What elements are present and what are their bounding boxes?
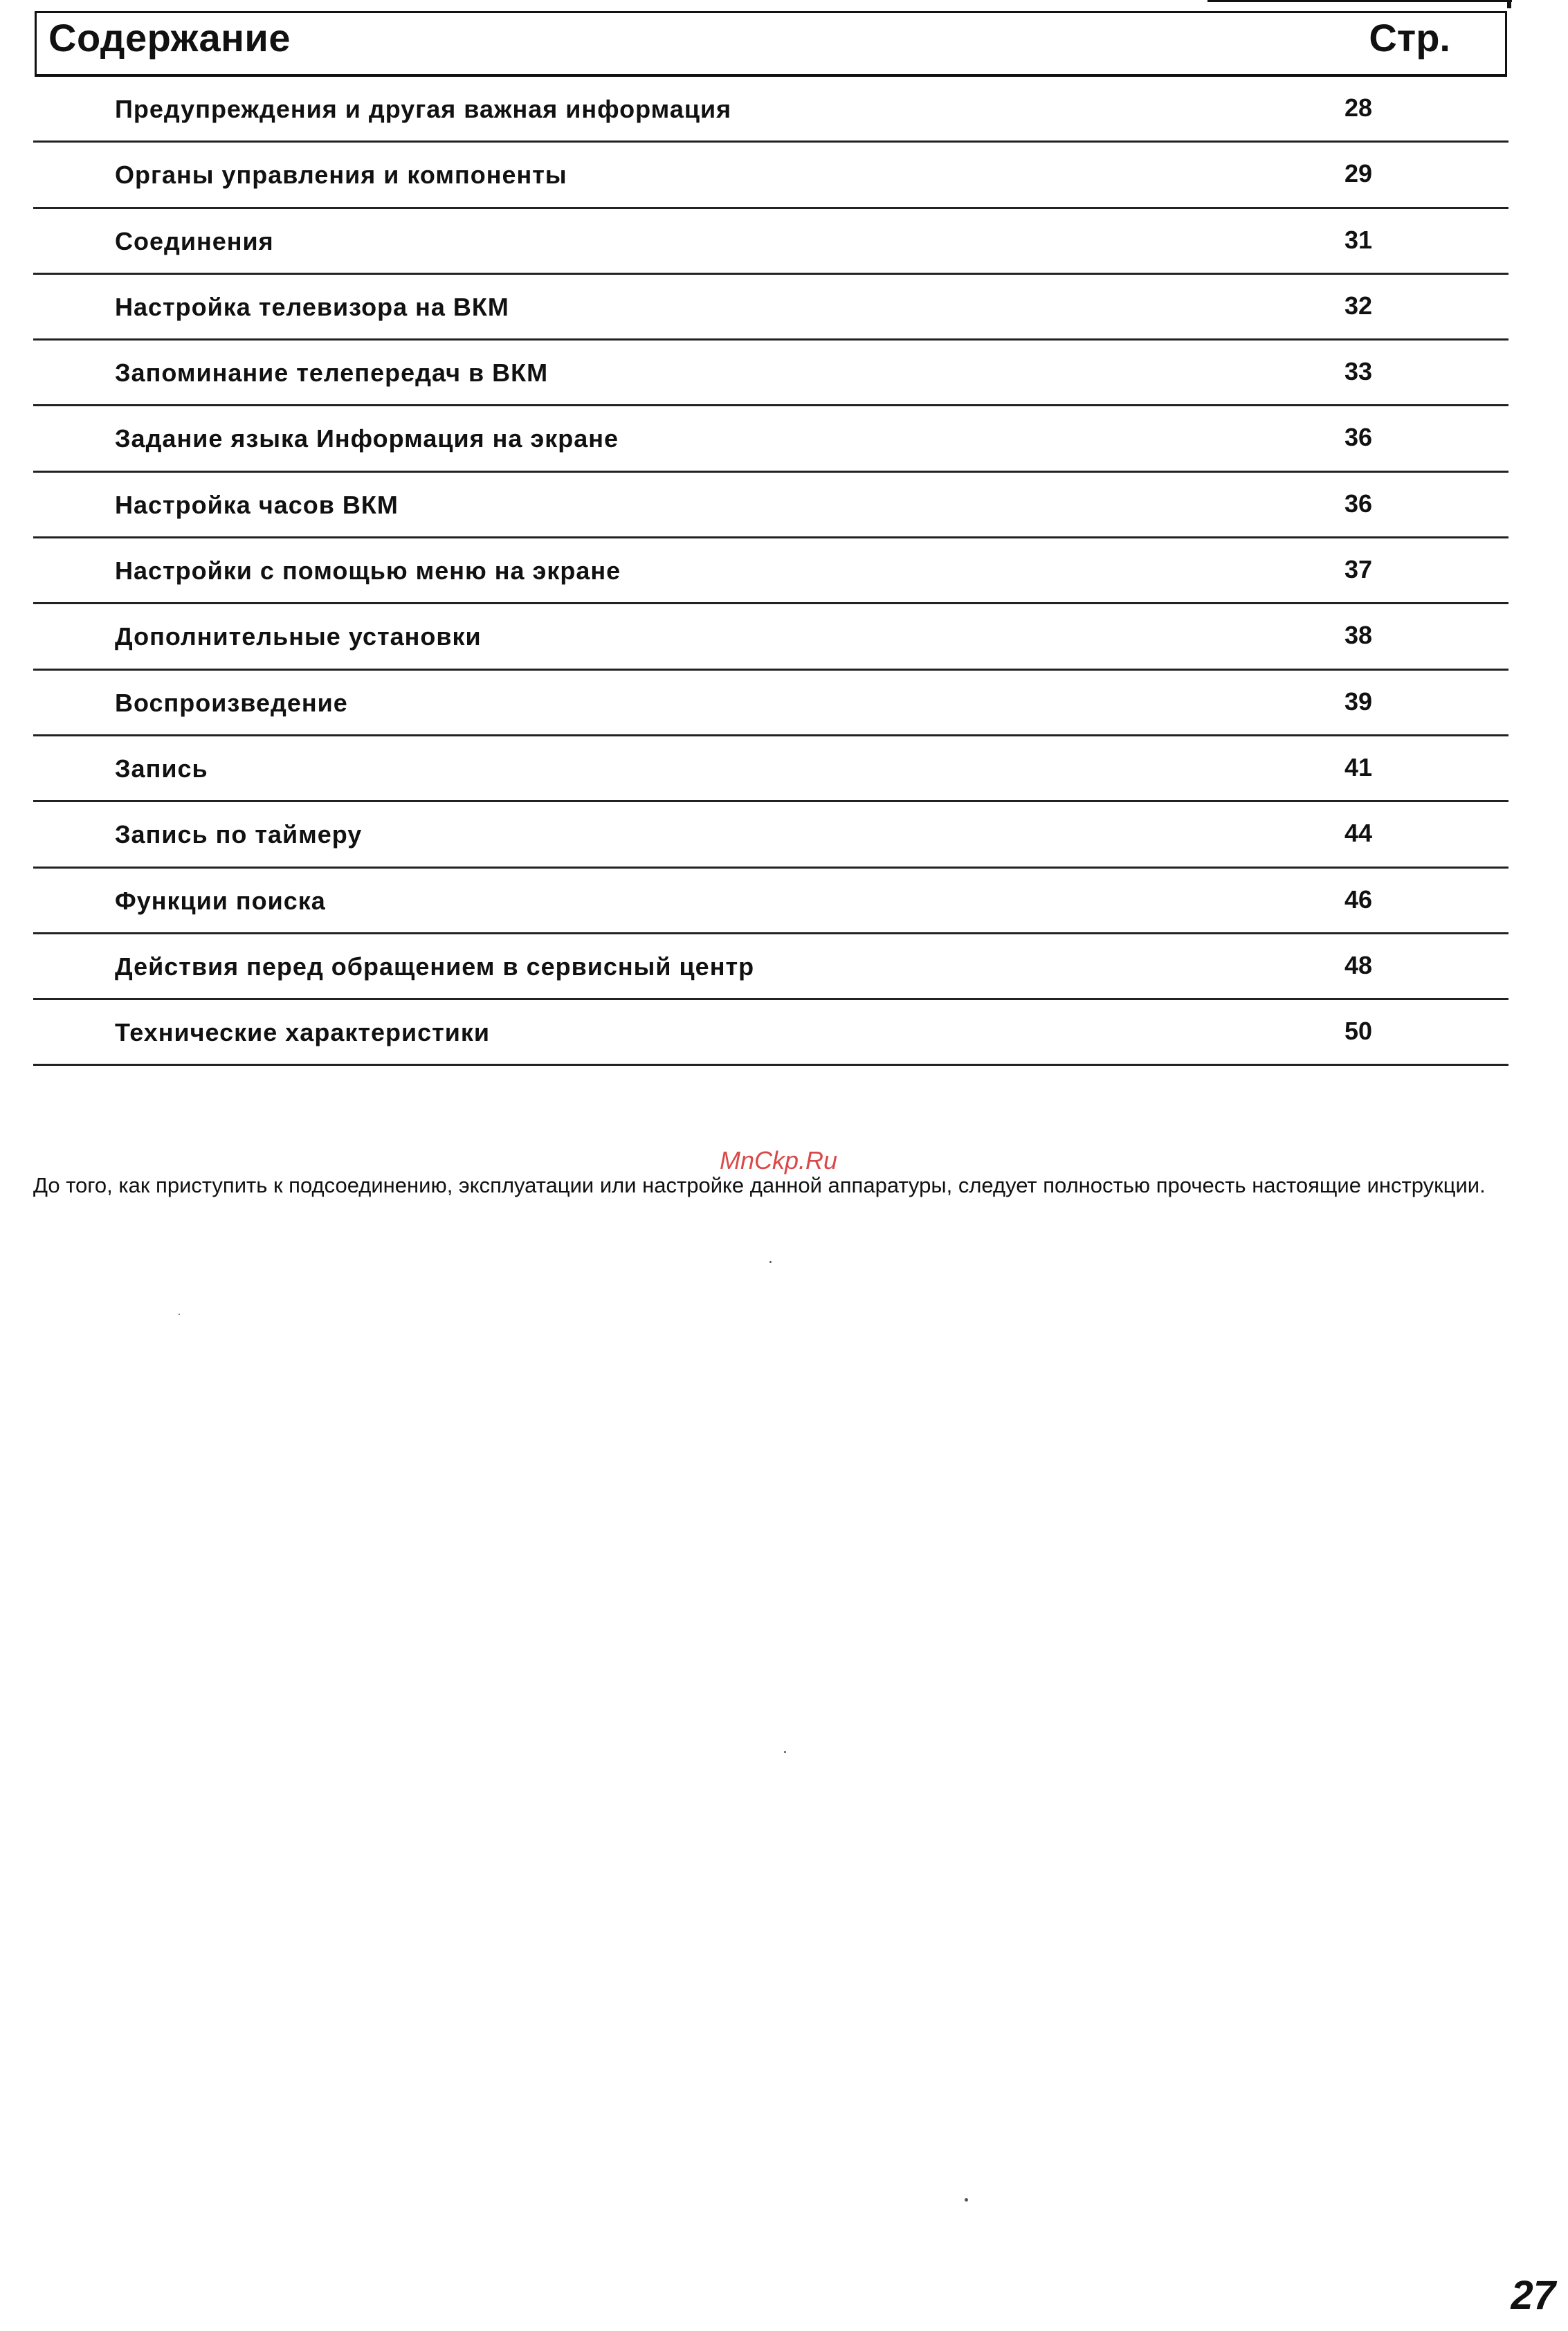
toc-entry-page: 46 [1344,885,1373,914]
toc-row[interactable] [33,802,1508,868]
toc-entry-page: 44 [1344,819,1373,848]
toc-entry-page: 38 [1344,621,1373,650]
corner-dot [1507,1,1511,8]
toc-entry-label: Функции поиска [115,886,326,915]
toc-entry-page: 28 [1344,93,1373,122]
toc-row[interactable] [33,143,1508,208]
toc-entry-label: Настройка часов ВКМ [115,490,399,519]
toc-entry-label: Запоминание телепередач в ВКМ [115,359,549,388]
toc-row[interactable] [33,275,1508,341]
scan-speck [769,1261,772,1263]
toc-row[interactable] [33,77,1508,143]
toc-entry-label: Органы управления и компоненты [115,161,567,190]
scan-speck [965,2198,968,2202]
watermark-text: MnCkp.Ru [720,1146,838,1174]
toc-entry-label: Запись по таймеру [115,820,363,849]
corner-rule [1207,0,1512,2]
scan-speck [179,1314,180,1315]
toc-entry-label: Действия перед обращением в сервисный центр [115,952,755,981]
toc-entry-label: Настройки с помощью меню на экране [115,556,621,586]
toc-entry-label: Соединения [115,226,274,255]
instructions-note: До того, как приступить к подсоединению, эксплуатации или настройке данной аппаратуры, следует полностью прочесть настоящие инструкции. [33,1173,1486,1197]
toc-entry-page: 32 [1344,291,1373,320]
toc-entry-page: 33 [1344,357,1373,386]
toc-row[interactable] [33,604,1508,670]
toc-entry-label: Настройка телевизора на ВКМ [115,292,509,321]
toc-row[interactable] [33,869,1508,934]
toc-entry-label: Воспроизведение [115,688,348,717]
toc-entry-page: 39 [1344,687,1373,716]
table-of-contents [33,77,1508,1066]
toc-entry-label: Предупреждения и другая важная информация [115,95,732,123]
toc-entry-page: 29 [1344,159,1373,188]
toc-row[interactable] [33,209,1508,275]
toc-entry-label: Дополнительные установки [115,622,482,651]
page-column-header: Стр. [1369,16,1450,60]
scan-speck [784,1751,786,1753]
toc-row[interactable] [33,341,1508,406]
toc-row[interactable] [33,1000,1508,1066]
toc-entry-page: 37 [1344,555,1373,584]
toc-row[interactable] [33,671,1508,736]
toc-entry-page: 31 [1344,225,1373,254]
toc-entry-label: Запись [115,754,208,783]
toc-row[interactable] [33,538,1508,604]
toc-entry-page: 48 [1344,950,1373,979]
toc-entry-page: 41 [1344,752,1373,781]
toc-row[interactable] [33,406,1508,472]
toc-row[interactable] [33,473,1508,538]
toc-entry-page: 36 [1344,489,1373,518]
toc-entry-page: 36 [1344,423,1373,452]
page-number: 27 [1511,2273,1556,2318]
toc-entry-page: 50 [1344,1017,1373,1046]
toc-row[interactable] [33,934,1508,1000]
toc-entry-label: Технические характеристики [115,1018,491,1047]
toc-row[interactable] [33,736,1508,802]
contents-title: Содержание [48,16,291,60]
toc-entry-label: Задание языка Информация на экране [115,424,619,453]
